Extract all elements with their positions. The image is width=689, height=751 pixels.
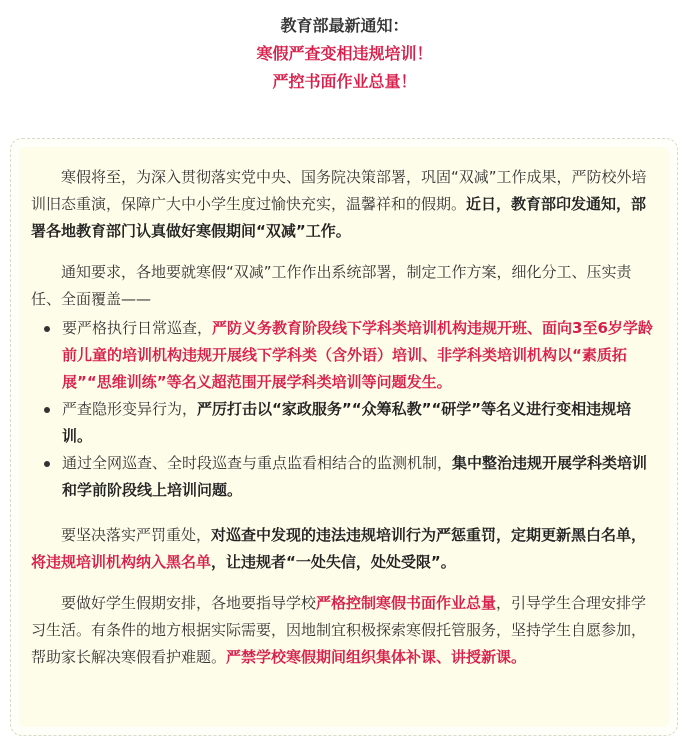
list-item-text: 通过全网巡查、全时段巡查与重点监看相结合的监测机制，: [62, 454, 453, 472]
bullet-dot-icon: [44, 461, 50, 467]
paragraph-2-text: 通知要求，各地要就寒假“双减”工作作出系统部署，制定工作方案，细化分工、压实责任、全面覆盖——: [31, 263, 632, 308]
paragraph-4-text: 要做好学生假期安排，各地要指导学校: [61, 594, 317, 612]
paragraph-4-text-mid: ，引导学生合理安排学习生活。有条件的地方根据实际需要，因地制宜积极探索寒假托管服务，坚持学生自愿参加，帮助家长解决寒假看护难题。: [31, 594, 647, 666]
list-item-text: 严查隐形变异行为，: [62, 400, 198, 418]
paragraph-3-highlight: 将违规培训机构纳入黑名单: [31, 553, 212, 571]
article-body: [31, 164, 657, 685]
list-item-highlight: 严防义务教育阶段线下学科类培训机构违规开班、面向3至6岁学龄前儿童的培训机构违规开展线下学科类（含外语）培训、非学科类培训机构以“素质拓展”“思维训练”等名义超范围开展学科类培训等问题发生。: [62, 319, 653, 391]
header-line-3: 严控书面作业总量！: [272, 72, 417, 91]
paragraph-1-bold: 近日，教育部印发通知，部署各地教育部门认真做好寒假期间“双减”工作。: [31, 195, 647, 240]
paragraph-4-highlight: 严格控制寒假书面作业总量: [316, 594, 497, 612]
list-item: [31, 396, 657, 450]
paragraph-3-text: 要坚决落实严罚重处，: [61, 526, 212, 544]
paragraph-4: [31, 590, 657, 671]
list-item-bold: 集中整治违规开展学科类培训和学前阶段线上培训问题。: [62, 454, 648, 499]
list-item-text: 要严格执行日常巡查，: [62, 319, 213, 337]
bullet-dot-icon: [44, 407, 50, 413]
requirement-list: [31, 315, 657, 504]
list-item-bold: 严厉打击以“家政服务”“众筹私教”“研学”等名义进行变相违规培训。: [62, 400, 632, 445]
paragraph-3-bold-end: ，让违规者“一处失信，处处受限”。: [211, 553, 456, 571]
paragraph-1-text: 寒假将至，为深入贯彻落实党中央、国务院决策部署，巩固“双减”工作成果，严防校外培训旧态重演，保障广大中小学生度过愉快充实，温馨祥和的假期。: [31, 168, 647, 213]
list-item: [31, 315, 657, 396]
header-line-2: 寒假严查变相违规培训！: [256, 44, 433, 63]
paragraph-1: [31, 164, 657, 245]
list-item: [31, 450, 657, 504]
bullet-dot-icon: [44, 326, 50, 332]
header-line-1: 教育部最新通知：: [280, 16, 409, 35]
paragraph-3-bold: 对巡查中发现的违法违规培训行为严惩重罚，定期更新黑白名单，: [211, 526, 647, 544]
paragraph-2: [31, 259, 657, 313]
notice-header: [0, 12, 689, 96]
paragraph-3: [31, 522, 657, 576]
paragraph-4-highlight-end: 严禁学校寒假期间组织集体补课、讲授新课。: [226, 648, 527, 666]
